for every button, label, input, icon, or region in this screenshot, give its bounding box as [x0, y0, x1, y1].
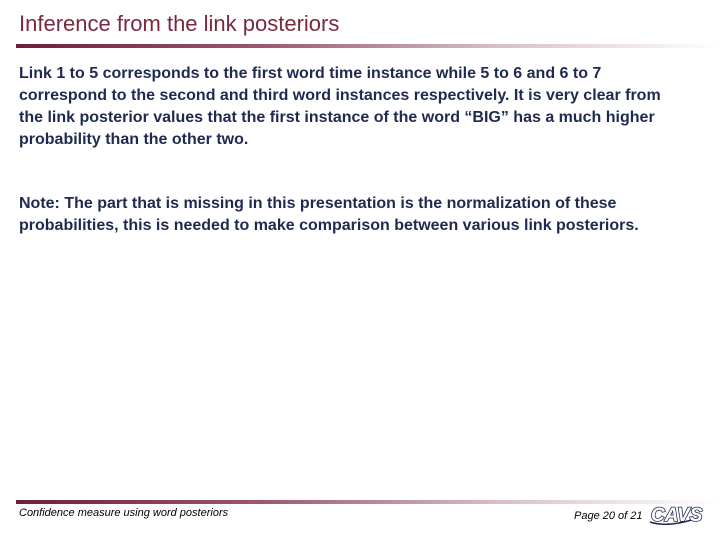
- svg-text:CAVS: CAVS: [651, 505, 703, 526]
- page-number: Page 20 of 21: [574, 510, 643, 522]
- footer-presentation-title: Confidence measure using word posteriors: [19, 507, 229, 519]
- cavs-logo-icon: [648, 502, 706, 528]
- body-paragraph-2: Note: The part that is missing in this presentation is the normalization of these probabilities, this is needed to make comparison between various link posteriors.: [19, 195, 639, 234]
- footer-divider: [16, 500, 720, 504]
- body-paragraph-1: Link 1 to 5 corresponds to the first word time instance while 5 to 6 and 6 to 7 correspond to the second and third word instances respectively. It is very clear from the link posterior values that the first instance of the word “BIG” has a much higher probability than the other two.: [19, 65, 661, 148]
- slide-title: Inference from the link posteriors: [19, 11, 340, 36]
- title-divider: [16, 44, 720, 48]
